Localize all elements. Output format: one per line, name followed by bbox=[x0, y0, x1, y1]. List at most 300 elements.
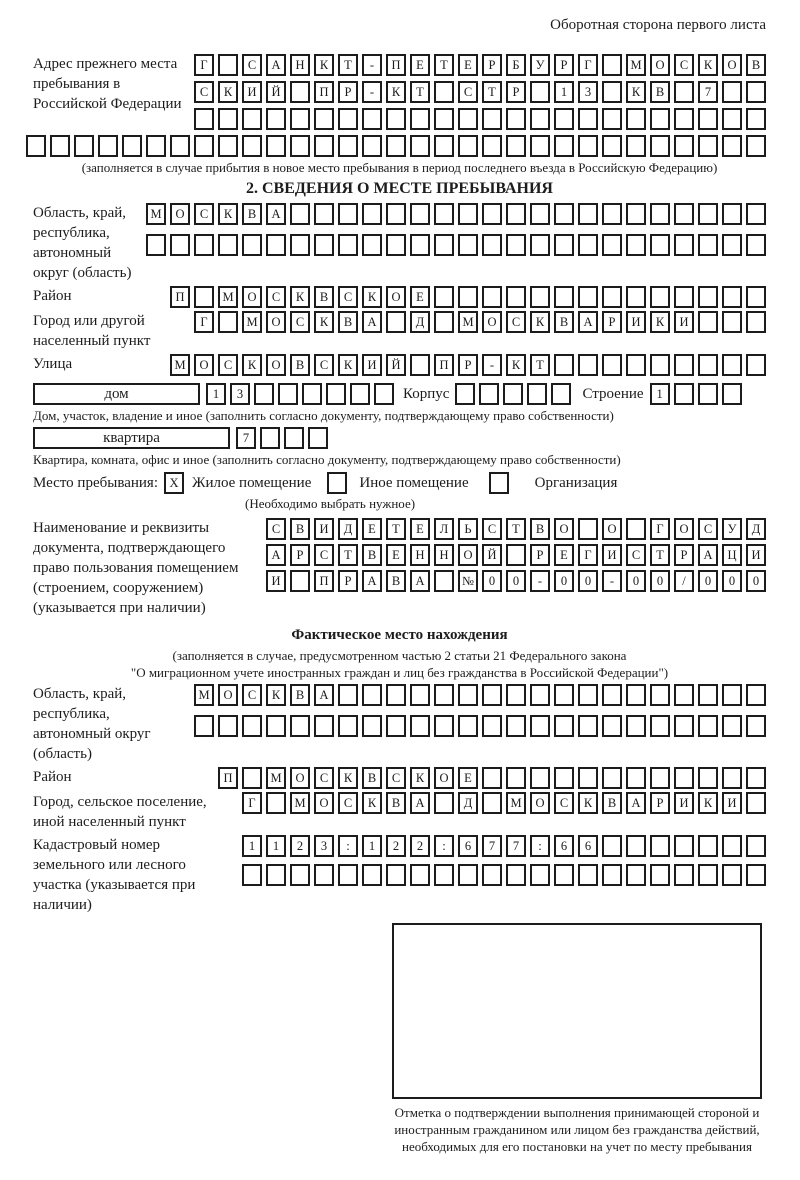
char-box[interactable] bbox=[602, 864, 622, 886]
char-box[interactable] bbox=[554, 203, 574, 225]
char-box[interactable] bbox=[602, 354, 622, 376]
char-box[interactable]: В bbox=[290, 354, 310, 376]
char-box[interactable]: М bbox=[218, 286, 238, 308]
char-box[interactable] bbox=[626, 234, 646, 256]
char-box[interactable] bbox=[194, 135, 214, 157]
char-box[interactable] bbox=[458, 684, 478, 706]
char-box[interactable] bbox=[410, 135, 430, 157]
char-box[interactable]: И bbox=[242, 81, 262, 103]
char-box[interactable] bbox=[698, 311, 718, 333]
char-box[interactable] bbox=[746, 311, 766, 333]
char-box[interactable]: Ц bbox=[722, 544, 742, 566]
char-box[interactable]: С bbox=[290, 311, 310, 333]
char-box[interactable]: В bbox=[650, 81, 670, 103]
char-box[interactable] bbox=[626, 518, 646, 540]
char-box[interactable]: Т bbox=[386, 518, 406, 540]
char-box[interactable] bbox=[362, 108, 382, 130]
char-box[interactable]: 0 bbox=[650, 570, 670, 592]
char-box[interactable] bbox=[674, 108, 694, 130]
char-box[interactable]: К bbox=[698, 54, 718, 76]
char-box[interactable]: - bbox=[482, 354, 502, 376]
char-box[interactable] bbox=[674, 767, 694, 789]
char-box[interactable] bbox=[578, 203, 598, 225]
char-box[interactable]: О bbox=[554, 518, 574, 540]
char-box[interactable] bbox=[218, 311, 238, 333]
char-box[interactable] bbox=[674, 286, 694, 308]
char-box[interactable] bbox=[554, 864, 574, 886]
char-box[interactable] bbox=[650, 715, 670, 737]
char-box[interactable] bbox=[578, 286, 598, 308]
char-box[interactable] bbox=[410, 203, 430, 225]
char-box[interactable] bbox=[386, 311, 406, 333]
char-box[interactable]: 7 bbox=[482, 835, 502, 857]
char-box[interactable] bbox=[266, 234, 286, 256]
char-box[interactable]: А bbox=[362, 570, 382, 592]
char-box[interactable] bbox=[506, 286, 526, 308]
char-box[interactable]: 1 bbox=[362, 835, 382, 857]
char-box[interactable] bbox=[338, 684, 358, 706]
char-box[interactable] bbox=[527, 383, 547, 405]
char-box[interactable]: У bbox=[722, 518, 742, 540]
char-box[interactable] bbox=[308, 427, 328, 449]
char-box[interactable] bbox=[242, 135, 262, 157]
char-box[interactable]: О bbox=[314, 792, 334, 814]
char-box[interactable] bbox=[350, 383, 370, 405]
char-box[interactable]: К bbox=[314, 311, 334, 333]
char-box[interactable]: 0 bbox=[698, 570, 718, 592]
char-box[interactable] bbox=[218, 715, 238, 737]
char-box[interactable] bbox=[410, 354, 430, 376]
char-box[interactable] bbox=[722, 684, 742, 706]
char-box[interactable]: Е bbox=[410, 54, 430, 76]
char-box[interactable] bbox=[362, 715, 382, 737]
char-box[interactable]: Г bbox=[650, 518, 670, 540]
char-box[interactable] bbox=[626, 203, 646, 225]
char-box[interactable] bbox=[266, 135, 286, 157]
char-box[interactable] bbox=[674, 835, 694, 857]
char-box[interactable] bbox=[482, 864, 502, 886]
char-box[interactable] bbox=[650, 684, 670, 706]
char-box[interactable]: 7 bbox=[698, 81, 718, 103]
char-box[interactable]: Г bbox=[242, 792, 262, 814]
char-box[interactable] bbox=[530, 203, 550, 225]
char-box[interactable]: Р bbox=[338, 81, 358, 103]
char-box[interactable]: Р bbox=[554, 54, 574, 76]
char-box[interactable]: 2 bbox=[290, 835, 310, 857]
char-box[interactable] bbox=[434, 203, 454, 225]
char-box[interactable]: К bbox=[314, 54, 334, 76]
char-box[interactable] bbox=[362, 864, 382, 886]
char-box[interactable]: А bbox=[626, 792, 646, 814]
char-box[interactable] bbox=[242, 108, 262, 130]
char-box[interactable] bbox=[554, 234, 574, 256]
char-box[interactable] bbox=[746, 792, 766, 814]
char-box[interactable] bbox=[434, 234, 454, 256]
char-box[interactable]: 1 bbox=[650, 383, 670, 405]
char-box[interactable] bbox=[722, 383, 742, 405]
char-box[interactable]: Ь bbox=[458, 518, 478, 540]
char-box[interactable]: С bbox=[314, 354, 334, 376]
char-box[interactable] bbox=[434, 864, 454, 886]
char-box[interactable]: Д bbox=[458, 792, 478, 814]
char-box[interactable] bbox=[74, 135, 94, 157]
char-box[interactable]: О bbox=[386, 286, 406, 308]
checkbox-other-premises[interactable] bbox=[327, 472, 347, 494]
char-box[interactable] bbox=[722, 767, 742, 789]
char-box[interactable] bbox=[242, 767, 262, 789]
char-box[interactable]: О bbox=[722, 54, 742, 76]
char-box[interactable]: С bbox=[554, 792, 574, 814]
char-box[interactable]: К bbox=[242, 354, 262, 376]
char-box[interactable] bbox=[266, 864, 286, 886]
char-box[interactable]: 0 bbox=[722, 570, 742, 592]
char-box[interactable] bbox=[254, 383, 274, 405]
char-box[interactable]: Л bbox=[434, 518, 454, 540]
char-box[interactable]: К bbox=[578, 792, 598, 814]
char-box[interactable]: 0 bbox=[554, 570, 574, 592]
char-box[interactable] bbox=[578, 108, 598, 130]
char-box[interactable] bbox=[722, 286, 742, 308]
char-box[interactable] bbox=[746, 767, 766, 789]
char-box[interactable]: 1 bbox=[554, 81, 574, 103]
char-box[interactable]: А bbox=[698, 544, 718, 566]
char-box[interactable]: Е bbox=[554, 544, 574, 566]
char-box[interactable] bbox=[410, 864, 430, 886]
char-box[interactable] bbox=[698, 135, 718, 157]
char-box[interactable]: К bbox=[218, 81, 238, 103]
char-box[interactable]: С bbox=[698, 518, 718, 540]
char-box[interactable] bbox=[218, 234, 238, 256]
char-box[interactable] bbox=[602, 54, 622, 76]
char-box[interactable] bbox=[290, 203, 310, 225]
char-box[interactable] bbox=[722, 835, 742, 857]
char-box[interactable]: Д bbox=[338, 518, 358, 540]
char-box[interactable] bbox=[554, 354, 574, 376]
char-box[interactable]: О bbox=[530, 792, 550, 814]
char-box[interactable] bbox=[530, 715, 550, 737]
char-box[interactable] bbox=[554, 108, 574, 130]
char-box[interactable] bbox=[482, 203, 502, 225]
char-box[interactable] bbox=[266, 108, 286, 130]
char-box[interactable]: А bbox=[410, 792, 430, 814]
char-box[interactable]: К bbox=[626, 81, 646, 103]
char-box[interactable] bbox=[674, 715, 694, 737]
char-box[interactable] bbox=[530, 135, 550, 157]
char-box[interactable]: С bbox=[626, 544, 646, 566]
char-box[interactable] bbox=[386, 108, 406, 130]
char-box[interactable] bbox=[479, 383, 499, 405]
char-box[interactable] bbox=[314, 864, 334, 886]
char-box[interactable]: И bbox=[626, 311, 646, 333]
char-box[interactable] bbox=[170, 234, 190, 256]
char-box[interactable]: К bbox=[362, 792, 382, 814]
char-box[interactable]: - bbox=[362, 81, 382, 103]
char-box[interactable]: Б bbox=[506, 54, 526, 76]
char-box[interactable] bbox=[602, 684, 622, 706]
char-box[interactable]: М bbox=[170, 354, 190, 376]
char-box[interactable] bbox=[722, 203, 742, 225]
char-box[interactable]: О bbox=[434, 767, 454, 789]
char-box[interactable] bbox=[290, 81, 310, 103]
char-box[interactable] bbox=[746, 108, 766, 130]
char-box[interactable] bbox=[722, 135, 742, 157]
char-box[interactable] bbox=[626, 108, 646, 130]
char-box[interactable]: И bbox=[362, 354, 382, 376]
char-box[interactable]: К bbox=[410, 767, 430, 789]
char-box[interactable] bbox=[674, 135, 694, 157]
checkbox-organization[interactable] bbox=[489, 472, 509, 494]
char-box[interactable]: М bbox=[266, 767, 286, 789]
char-box[interactable] bbox=[602, 203, 622, 225]
char-box[interactable]: С bbox=[242, 54, 262, 76]
char-box[interactable]: Р bbox=[338, 570, 358, 592]
char-box[interactable] bbox=[506, 864, 526, 886]
char-box[interactable]: Т bbox=[410, 81, 430, 103]
char-box[interactable] bbox=[458, 864, 478, 886]
char-box[interactable] bbox=[458, 715, 478, 737]
char-box[interactable] bbox=[578, 354, 598, 376]
char-box[interactable]: Т bbox=[506, 518, 526, 540]
char-box[interactable] bbox=[482, 715, 502, 737]
char-box[interactable]: К bbox=[218, 203, 238, 225]
char-box[interactable] bbox=[503, 383, 523, 405]
char-box[interactable] bbox=[530, 864, 550, 886]
char-box[interactable]: Г bbox=[194, 54, 214, 76]
char-box[interactable]: К bbox=[266, 684, 286, 706]
char-box[interactable] bbox=[506, 544, 526, 566]
char-box[interactable]: О bbox=[266, 354, 286, 376]
char-box[interactable] bbox=[362, 135, 382, 157]
char-box[interactable] bbox=[506, 135, 526, 157]
char-box[interactable]: С bbox=[266, 286, 286, 308]
char-box[interactable] bbox=[650, 135, 670, 157]
char-box[interactable] bbox=[650, 767, 670, 789]
char-box[interactable] bbox=[434, 108, 454, 130]
char-box[interactable]: П bbox=[386, 54, 406, 76]
char-box[interactable]: Т bbox=[338, 544, 358, 566]
char-box[interactable] bbox=[530, 108, 550, 130]
char-box[interactable]: 2 bbox=[410, 835, 430, 857]
char-box[interactable] bbox=[26, 135, 46, 157]
char-box[interactable] bbox=[482, 135, 502, 157]
char-box[interactable]: 1 bbox=[242, 835, 262, 857]
char-box[interactable] bbox=[554, 767, 574, 789]
checkbox-residential-premises[interactable]: X bbox=[164, 472, 184, 494]
char-box[interactable] bbox=[284, 427, 304, 449]
char-box[interactable]: 1 bbox=[266, 835, 286, 857]
char-box[interactable] bbox=[746, 864, 766, 886]
char-box[interactable]: А bbox=[266, 54, 286, 76]
char-box[interactable] bbox=[626, 715, 646, 737]
char-box[interactable]: С bbox=[482, 518, 502, 540]
char-box[interactable]: Й bbox=[386, 354, 406, 376]
char-box[interactable]: К bbox=[530, 311, 550, 333]
char-box[interactable]: О bbox=[194, 354, 214, 376]
char-box[interactable] bbox=[458, 108, 478, 130]
char-box[interactable] bbox=[260, 427, 280, 449]
char-box[interactable]: С bbox=[674, 54, 694, 76]
char-box[interactable] bbox=[194, 234, 214, 256]
char-box[interactable] bbox=[386, 234, 406, 256]
char-box[interactable] bbox=[602, 286, 622, 308]
char-box[interactable] bbox=[551, 383, 571, 405]
char-box[interactable]: Р bbox=[290, 544, 310, 566]
char-box[interactable]: С bbox=[194, 203, 214, 225]
char-box[interactable] bbox=[506, 203, 526, 225]
char-box[interactable] bbox=[530, 767, 550, 789]
char-box[interactable]: Н bbox=[290, 54, 310, 76]
char-box[interactable] bbox=[290, 570, 310, 592]
char-box[interactable] bbox=[434, 684, 454, 706]
char-box[interactable] bbox=[746, 135, 766, 157]
char-box[interactable]: К bbox=[290, 286, 310, 308]
char-box[interactable]: - bbox=[530, 570, 550, 592]
char-box[interactable]: Е bbox=[458, 767, 478, 789]
char-box[interactable] bbox=[218, 135, 238, 157]
char-box[interactable] bbox=[194, 715, 214, 737]
char-box[interactable]: Т bbox=[650, 544, 670, 566]
char-box[interactable] bbox=[290, 108, 310, 130]
char-box[interactable] bbox=[386, 684, 406, 706]
char-box[interactable]: С bbox=[194, 81, 214, 103]
char-box[interactable]: Е bbox=[386, 544, 406, 566]
char-box[interactable] bbox=[314, 234, 334, 256]
char-box[interactable]: Р bbox=[506, 81, 526, 103]
char-box[interactable] bbox=[626, 286, 646, 308]
char-box[interactable] bbox=[626, 135, 646, 157]
char-box[interactable] bbox=[434, 311, 454, 333]
char-box[interactable]: 6 bbox=[554, 835, 574, 857]
char-box[interactable]: Р bbox=[674, 544, 694, 566]
char-box[interactable]: М bbox=[458, 311, 478, 333]
char-box[interactable]: Е bbox=[410, 286, 430, 308]
char-box[interactable]: 7 bbox=[236, 427, 256, 449]
char-box[interactable]: Г bbox=[194, 311, 214, 333]
char-box[interactable] bbox=[578, 234, 598, 256]
char-box[interactable] bbox=[602, 108, 622, 130]
char-box[interactable] bbox=[362, 684, 382, 706]
char-box[interactable] bbox=[338, 715, 358, 737]
char-box[interactable] bbox=[698, 684, 718, 706]
char-box[interactable]: О bbox=[674, 518, 694, 540]
char-box[interactable] bbox=[698, 383, 718, 405]
char-box[interactable] bbox=[674, 383, 694, 405]
char-box[interactable]: 6 bbox=[458, 835, 478, 857]
char-box[interactable] bbox=[386, 864, 406, 886]
char-box[interactable]: В bbox=[314, 286, 334, 308]
char-box[interactable] bbox=[314, 203, 334, 225]
char-box[interactable]: Е bbox=[362, 518, 382, 540]
char-box[interactable] bbox=[578, 684, 598, 706]
char-box[interactable]: : bbox=[530, 835, 550, 857]
char-box[interactable]: В bbox=[290, 684, 310, 706]
char-box[interactable] bbox=[458, 234, 478, 256]
char-box[interactable] bbox=[170, 135, 190, 157]
char-box[interactable] bbox=[338, 108, 358, 130]
char-box[interactable]: 0 bbox=[746, 570, 766, 592]
char-box[interactable] bbox=[338, 135, 358, 157]
char-box[interactable]: А bbox=[362, 311, 382, 333]
char-box[interactable] bbox=[650, 234, 670, 256]
char-box[interactable]: В bbox=[746, 54, 766, 76]
char-box[interactable]: А bbox=[266, 203, 286, 225]
char-box[interactable] bbox=[278, 383, 298, 405]
char-box[interactable] bbox=[626, 354, 646, 376]
char-box[interactable]: 1 bbox=[206, 383, 226, 405]
char-box[interactable]: П bbox=[314, 81, 334, 103]
char-box[interactable] bbox=[578, 518, 598, 540]
char-box[interactable]: М bbox=[194, 684, 214, 706]
char-box[interactable]: 0 bbox=[506, 570, 526, 592]
char-box[interactable] bbox=[434, 81, 454, 103]
char-box[interactable]: В bbox=[386, 792, 406, 814]
char-box[interactable]: В bbox=[242, 203, 262, 225]
char-box[interactable]: О bbox=[602, 518, 622, 540]
char-box[interactable] bbox=[362, 234, 382, 256]
char-box[interactable] bbox=[554, 135, 574, 157]
char-box[interactable]: П bbox=[218, 767, 238, 789]
char-box[interactable] bbox=[674, 234, 694, 256]
char-box[interactable] bbox=[698, 286, 718, 308]
char-box[interactable]: В bbox=[362, 544, 382, 566]
char-box[interactable] bbox=[242, 234, 262, 256]
char-box[interactable] bbox=[698, 864, 718, 886]
char-box[interactable] bbox=[482, 234, 502, 256]
char-box[interactable] bbox=[434, 792, 454, 814]
char-box[interactable]: Й bbox=[266, 81, 286, 103]
char-box[interactable] bbox=[386, 715, 406, 737]
char-box[interactable]: 6 bbox=[578, 835, 598, 857]
char-box[interactable]: 3 bbox=[578, 81, 598, 103]
char-box[interactable] bbox=[482, 684, 502, 706]
char-box[interactable] bbox=[722, 311, 742, 333]
char-box[interactable]: С bbox=[458, 81, 478, 103]
char-box[interactable] bbox=[578, 715, 598, 737]
char-box[interactable]: С bbox=[338, 286, 358, 308]
char-box[interactable]: С bbox=[266, 518, 286, 540]
char-box[interactable] bbox=[482, 767, 502, 789]
char-box[interactable] bbox=[530, 684, 550, 706]
char-box[interactable] bbox=[626, 835, 646, 857]
char-box[interactable]: 0 bbox=[482, 570, 502, 592]
char-box[interactable] bbox=[386, 135, 406, 157]
char-box[interactable] bbox=[242, 715, 262, 737]
char-box[interactable] bbox=[146, 135, 166, 157]
char-box[interactable] bbox=[290, 135, 310, 157]
char-box[interactable] bbox=[338, 203, 358, 225]
char-box[interactable]: К bbox=[386, 81, 406, 103]
char-box[interactable] bbox=[266, 792, 286, 814]
char-box[interactable] bbox=[554, 286, 574, 308]
char-box[interactable] bbox=[674, 864, 694, 886]
char-box[interactable]: Р bbox=[530, 544, 550, 566]
char-box[interactable] bbox=[674, 684, 694, 706]
char-box[interactable] bbox=[290, 864, 310, 886]
char-box[interactable] bbox=[746, 234, 766, 256]
char-box[interactable] bbox=[746, 203, 766, 225]
char-box[interactable] bbox=[506, 767, 526, 789]
char-box[interactable] bbox=[578, 864, 598, 886]
char-box[interactable] bbox=[602, 767, 622, 789]
char-box[interactable] bbox=[602, 234, 622, 256]
char-box[interactable]: Д bbox=[410, 311, 430, 333]
char-box[interactable]: Р bbox=[482, 54, 502, 76]
char-box[interactable] bbox=[722, 234, 742, 256]
char-box[interactable] bbox=[530, 81, 550, 103]
char-box[interactable]: С bbox=[242, 684, 262, 706]
char-box[interactable] bbox=[506, 715, 526, 737]
char-box[interactable] bbox=[698, 835, 718, 857]
